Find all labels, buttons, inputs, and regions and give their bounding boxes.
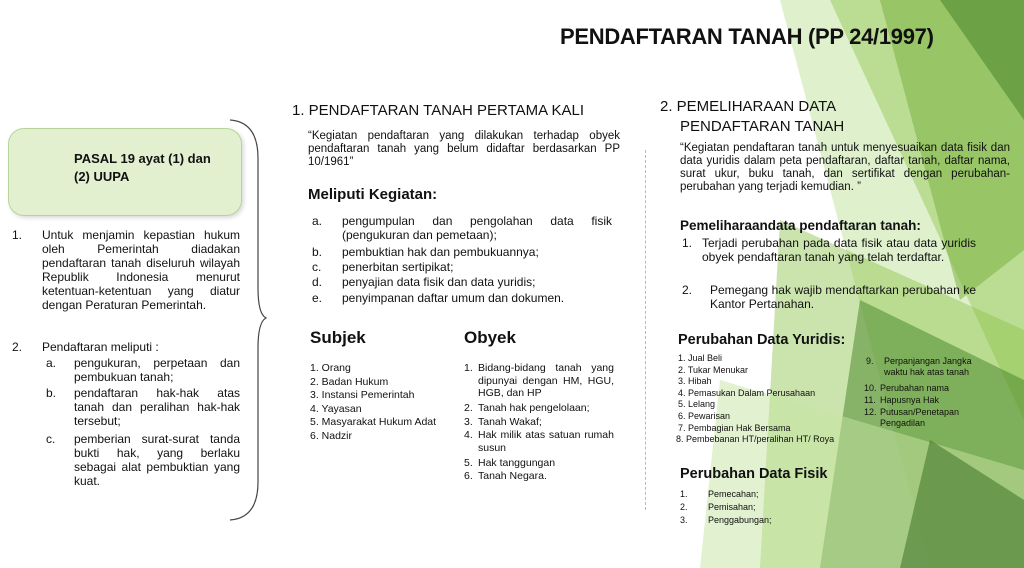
section1-quote: “Kegiatan pendaftaran yang dilakukan terhadap obyek pendaftaran tanah yang belum didaftar berdasarkan PP 10/1961”	[308, 130, 620, 168]
list-text: penyajian data fisik dan data yuridis;	[342, 275, 536, 289]
list-text: Putusan/Penetapan Pengadilan	[880, 407, 960, 428]
kegiatan-title: Meliputi Kegiatan:	[308, 186, 438, 203]
list-item	[464, 402, 614, 415]
list-item: 7. Pembagian Hak Bersama	[678, 422, 791, 433]
list-item	[864, 356, 992, 378]
list-num: 1.	[680, 489, 688, 499]
list-num: b.	[46, 386, 57, 400]
list-num: 1.	[682, 236, 693, 250]
list-text: Perubahan nama	[880, 383, 950, 393]
list-item: 3. Instansi Pemerintah	[310, 389, 415, 401]
list-text: Bidang-bidang tanah yang dipunyai dengan HM, HGU, HGB, dan HP	[478, 362, 614, 399]
yuridis-list-left	[678, 353, 864, 446]
list-item: 4. Yayasan	[310, 402, 362, 415]
list-num: 11.	[864, 395, 876, 405]
subjek-list	[310, 362, 460, 443]
list-item: 4. Pemasukan Dalam Perusahaan	[678, 387, 816, 398]
pasal-label	[74, 150, 234, 186]
list-num: 6.	[464, 470, 473, 482]
obyek-title: Obyek	[464, 328, 516, 347]
list-text: Pendaftaran meliputi :	[42, 340, 159, 354]
list-num: 5.	[464, 457, 473, 469]
kegiatan-list	[312, 214, 612, 310]
list-item	[682, 236, 976, 264]
list-text: Tanah hak pengelolaan;	[478, 402, 590, 414]
yuridis-title: Perubahan Data Yuridis:	[678, 332, 846, 348]
list-item	[312, 291, 612, 305]
list-num: a.	[46, 356, 57, 370]
section2-heading-line2: PENDAFTARAN TANAH	[680, 118, 845, 135]
list-item: 6. Nadzir	[310, 429, 353, 442]
list-text: Hak milik atas satuan rumah susun	[478, 429, 614, 454]
list-item	[312, 245, 612, 259]
list-item: 5. Masyarakat Hukum Adat	[310, 416, 437, 428]
list-num: 9.	[866, 356, 874, 366]
list-item	[864, 407, 992, 429]
list-item	[682, 283, 976, 311]
list-num: e.	[312, 291, 323, 305]
list-text: pemberian surat-surat tanda bukti hak, yang berlaku sebagai alat pembuktian yang kuat.	[74, 432, 240, 488]
list-text: Perpanjangan Jangka waktu hak atas tanah	[884, 356, 972, 377]
list-num: 2.	[682, 283, 693, 297]
list-item	[680, 514, 810, 527]
list-item	[46, 432, 240, 488]
list-num: b.	[312, 245, 323, 259]
list-item	[312, 275, 612, 289]
list-text: Pemisahan;	[708, 502, 756, 512]
fisik-title: Perubahan Data Fisik	[680, 466, 828, 482]
list-text: pengumpulan dan pengolahan data fisik (pengukuran dan pemetaan);	[342, 214, 612, 242]
list-item	[464, 416, 614, 429]
list-item: 1. Jual Beli	[678, 353, 723, 363]
list-text: Tanah Wakaf;	[478, 416, 542, 428]
list-num: 2.	[464, 402, 473, 414]
section2-heading-line1: 2. PEMELIHARAAN DATA	[660, 98, 837, 115]
list-item: 3. Hibah	[678, 376, 712, 387]
list-item	[46, 356, 240, 384]
list-num: 10.	[864, 383, 877, 393]
list-text: penyimpanan daftar umum dan dokumen.	[342, 291, 565, 305]
list-text: Tanah Negara.	[478, 470, 547, 482]
list-num: 1.	[464, 362, 473, 374]
list-item: 2. Badan Hukum	[310, 375, 389, 388]
list-num: 12.	[864, 407, 877, 417]
list-num: d.	[312, 275, 323, 289]
list-item	[464, 362, 614, 400]
fisik-list	[680, 488, 810, 527]
pemeliharaan-list	[682, 236, 976, 312]
list-item: 2. Tukar Menukar	[678, 364, 749, 375]
section2-quote: “Kegiatan pendaftaran tanah untuk menyesuaikan data fisik dan data yuridis dalam peta pendaftaran, daftar tanah, daftar nama, surat ukur, buku tanah, dan sertifikat dengan perubahan-perubahan yang terjadi kemudian. ”	[680, 142, 1010, 193]
list-text: Hapusnya Hak	[880, 395, 940, 405]
yuridis-list-right	[864, 356, 992, 432]
list-num: 4.	[464, 429, 473, 441]
list-num: 2.	[680, 502, 688, 512]
list-item: 8. Pembebanan HT/peralihan HT/ Roya	[676, 434, 835, 445]
list-item	[864, 383, 992, 394]
list-num: 3.	[464, 416, 473, 428]
pasal-line2: (2) UUPA	[74, 169, 130, 184]
list-item	[12, 340, 240, 354]
list-text: Hak tanggungan	[478, 457, 556, 469]
pemeliharaan-title: Pemeliharaandata pendaftaran tanah:	[680, 218, 921, 233]
list-item	[864, 395, 992, 406]
section-divider	[645, 150, 646, 510]
list-item	[464, 470, 614, 483]
list-item	[312, 260, 612, 274]
list-num: 2.	[12, 340, 23, 354]
list-num: c.	[46, 432, 56, 446]
list-text: Terjadi perubahan pada data fisik atau data yuridis obyek pendaftaran tanah yang telah terdaftar.	[702, 236, 976, 264]
list-item	[464, 429, 614, 454]
list-num: 1.	[12, 228, 23, 242]
list-item	[46, 386, 240, 428]
list-num: c.	[312, 260, 322, 274]
list-text: Pemegang hak wajib mendaftarkan perubahan ke Kantor Pertanahan.	[710, 283, 976, 311]
list-text: Untuk menjamin kepastian hukum oleh Pemerintah diadakan pendaftaran tanah diseluruh wilayah Republik Indonesia menurut ketentuan-ketentuan yang diatur dengan Peraturan Pemerintah.	[42, 228, 240, 312]
list-item	[12, 228, 240, 312]
list-item	[680, 501, 810, 514]
list-text: pengukuran, perpetaan dan pembukuan tanah;	[74, 356, 240, 384]
list-text: Pemecahan;	[708, 489, 759, 499]
page-title: PENDAFTARAN TANAH (PP 24/1997)	[560, 24, 934, 49]
section1-heading: 1. PENDAFTARAN TANAH PERTAMA KALI	[292, 102, 585, 119]
list-item	[680, 488, 810, 501]
pasal-list	[12, 228, 240, 498]
list-item	[464, 457, 614, 470]
list-item: 1. Orang	[310, 362, 351, 374]
list-text: pendaftaran hak-hak atas tanah dan peralihan hak-hak tersebut;	[74, 386, 240, 428]
list-num: 3.	[680, 515, 688, 525]
list-text: penerbitan sertipikat;	[342, 260, 454, 274]
list-text: Penggabungan;	[708, 515, 772, 525]
obyek-list	[464, 362, 614, 486]
subjek-title: Subjek	[310, 328, 366, 347]
list-item	[312, 214, 612, 242]
list-item: 6. Pewarisan	[678, 410, 731, 421]
list-num: a.	[312, 214, 323, 228]
pasal-line1: PASAL 19 ayat (1) dan	[74, 151, 211, 166]
list-text: pembuktian hak dan pembukuannya;	[342, 245, 539, 259]
list-item: 5. Lelang	[678, 399, 716, 410]
